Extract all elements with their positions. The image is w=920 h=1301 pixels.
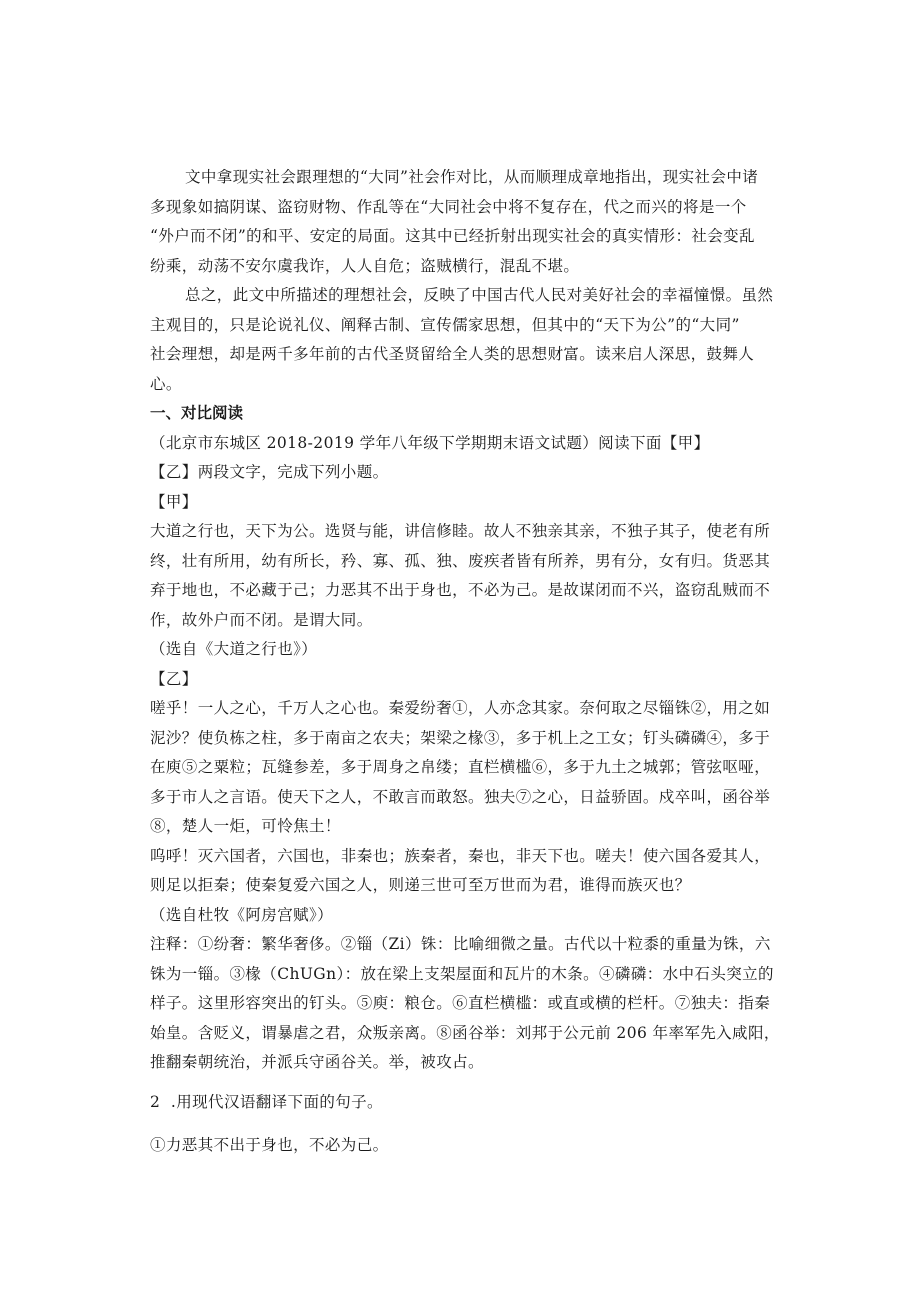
text-line: 样子。这里形容突出的钉头。⑤庾：粮仓。⑥直栏横槛：或直或横的栏杆。⑦独夫：指秦 xyxy=(150,994,771,1012)
section-heading: 一、对比阅读 xyxy=(150,404,244,422)
text-line: 纷乘，动荡不安尔虞我诈，人人自危；盗贼横行，混乱不堪。 xyxy=(150,256,580,275)
text-line: ⑧，楚人一炬，可怜焦土！ xyxy=(150,817,341,835)
text-line: 社会理想，却是两千多年前的古代圣贤留给全人类的思想财富。读来启人深思，鼓舞人 xyxy=(150,345,755,363)
text-line: “外户而不闭”的和平、安定的局面。这其中已经折射出现实社会的真实情形：社会变乱 xyxy=(150,227,755,245)
text-line: 大道之行也，天下为公。选贤与能，讲信修睦。故人不独亲其亲，不独子其子，使老有所 xyxy=(150,522,771,540)
source-note xyxy=(150,429,780,488)
intro-paragraph-1 xyxy=(150,163,780,281)
question-item: ①力恶其不出于身也，不必为己。 xyxy=(150,1136,389,1154)
question-number: 2 xyxy=(150,1092,161,1111)
text-line: 铢为一锱。③椽（ChUGn）：放在梁上支架屋面和瓦片的木条。④磷磷：水中石头突立的 xyxy=(150,964,774,983)
text-line: 则足以拒秦；使秦复爱六国之人，则递三世可至万世而为君，谁得而族灭也？ xyxy=(150,876,691,894)
passage-jia xyxy=(150,488,780,665)
text-line: 推翻秦朝统治，并派兵守函谷关。举，被攻占。 xyxy=(150,1053,484,1071)
passage-yi xyxy=(150,665,780,931)
passage-label: 【乙】 xyxy=(150,669,198,688)
question-2 xyxy=(150,1088,780,1161)
intro-paragraph-2 xyxy=(150,281,780,399)
text-line: （北京市东城区 2018-2019 学年八年级下学期期末语文试题）阅读下面【甲】 xyxy=(150,433,710,452)
passage-source: （选自杜牧《阿房宫赋》） xyxy=(150,905,334,924)
text-line: 弃于地也，不必藏于己；力恶其不出于身也，不必为己。是故谋闭而不兴，盗窃乱贼而不 xyxy=(150,581,771,599)
text-line: 总之，此文中所描述的理想社会，反映了中国古代人民对美好社会的幸福憧憬。虽然 xyxy=(185,286,774,304)
text-line: 注释：①纷奢：繁华奢侈。②锱（Zi）铢：比喻细微之量。古代以十粒黍的重量为铢，六 xyxy=(150,935,771,953)
question-text: .用现代汉语翻译下面的句子。 xyxy=(170,1092,383,1111)
annotations xyxy=(150,930,780,1078)
question-prompt xyxy=(150,1088,780,1118)
text-line: 主观目的，只是论说礼仪、阐释古制、宣传儒家思想，但其中的“天下为公”的“大同” xyxy=(150,315,740,334)
text-line: 心。 xyxy=(150,374,182,393)
passage-label: 【甲】 xyxy=(150,492,198,511)
text-line: 在庾⑤之粟粒；瓦缝参差，多于周身之帛缕；直栏横槛⑥，多于九土之城郭；管弦呕哑， xyxy=(150,758,771,776)
text-line: 多现象如搞阴谋、盗窃财物、作乱等在“大同社会中将不复存在，代之而兴的将是一个 xyxy=(150,197,747,216)
text-line: 【乙】两段文字，完成下列小题。 xyxy=(150,463,389,481)
text-line: 嗟乎！一人之心，千万人之心也。秦爱纷奢①，人亦念其家。奈何取之尽锱铢②，用之如 xyxy=(150,699,771,717)
document-page xyxy=(150,163,780,1161)
text-line: 泥沙？使负栋之柱，多于南亩之农夫；架梁之椽③，多于机上之工女；钉头磷磷④，多于 xyxy=(150,728,771,747)
text-line: 终，壮有所用，幼有所长，矜、寡、孤、独、废疾者皆有所养，男有分，女有归。货恶其 xyxy=(150,551,771,570)
text-line: 文中拿现实社会跟理想的“大同”社会作对比，从而顺理成章地指出，现实社会中诸 xyxy=(185,168,759,186)
text-line: 始皇。含贬义，谓暴虐之君，众叛亲离。⑧函谷举：刘邦于公元前 206 年率军先入咸阳， xyxy=(150,1023,780,1042)
text-line: 作，故外户而不闭。是谓大同。 xyxy=(150,610,373,629)
text-line: 多于市人之言语。使天下之人，不敢言而敢怒。独夫⑦之心，日益骄固。戍卒叫，函谷举 xyxy=(150,787,771,806)
text-line: 呜呼！灭六国者，六国也，非秦也；族秦者，秦也，非天下也。嗟夫！使六国各爱其人， xyxy=(150,846,771,865)
passage-source: （选自《大道之行也》） xyxy=(150,640,318,658)
